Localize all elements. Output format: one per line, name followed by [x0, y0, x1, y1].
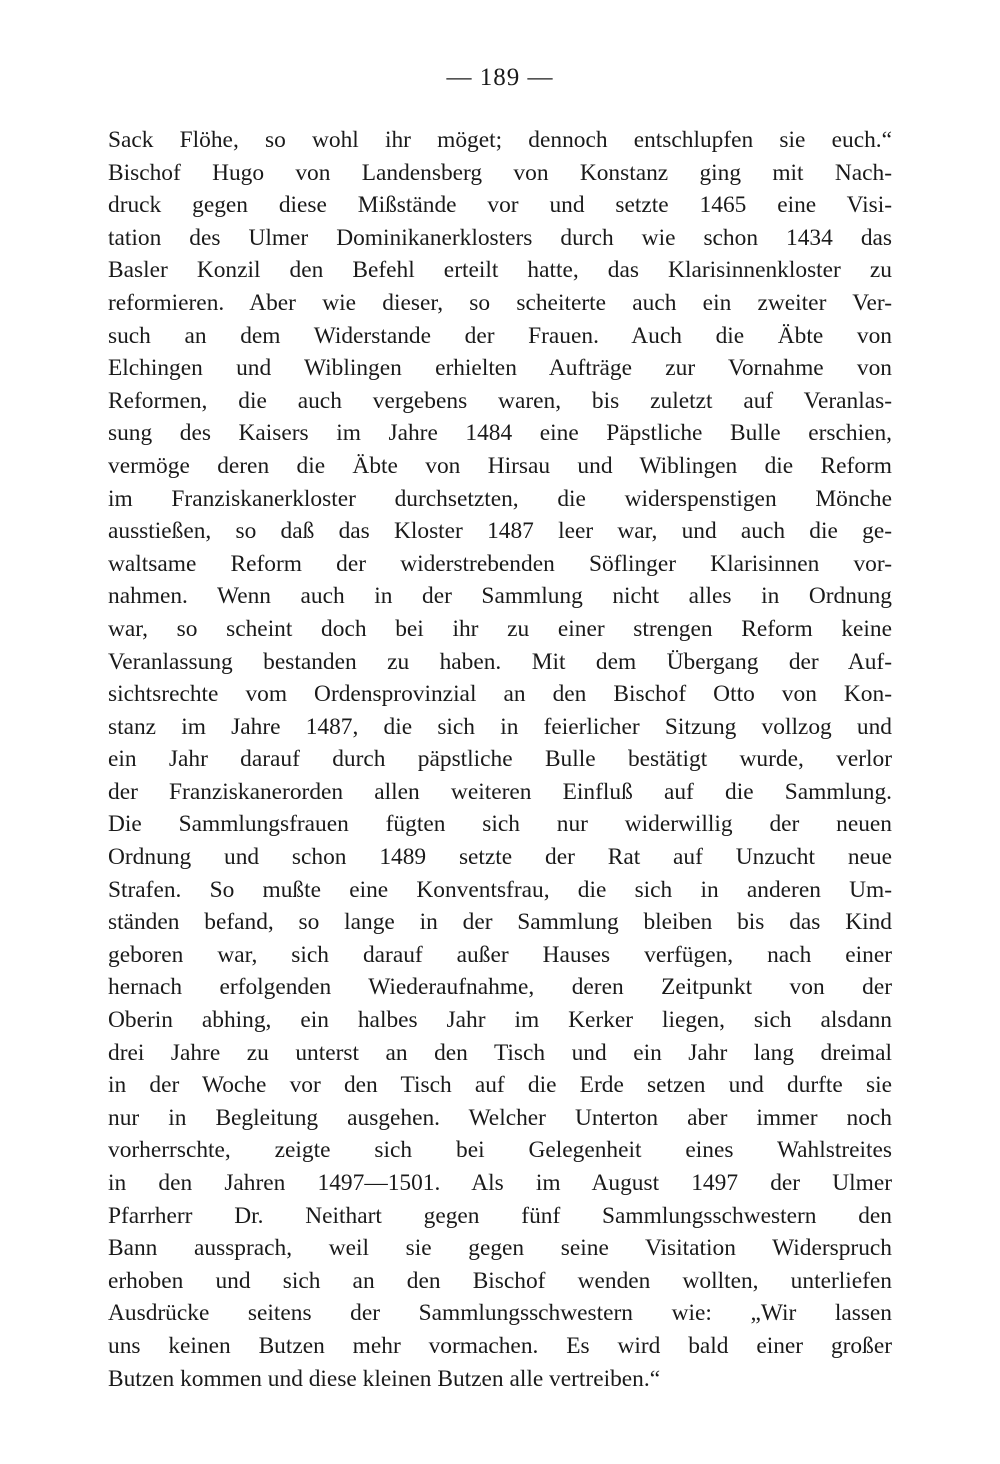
text-line: nur in Begleitung ausgehen. Welcher Unterton aber immer noch — [108, 1104, 892, 1131]
text-line: Bischof Hugo von Landensberg von Konstanz ging mit Nach- — [108, 159, 892, 186]
text-line: stanz im Jahre 1487, die sich in feierlicher Sitzung vollzog und — [108, 713, 892, 740]
text-line: ausstießen, so daß das Kloster 1487 leer war, und auch die ge- — [108, 518, 892, 545]
text-line: druck gegen diese Mißstände vor und setzte 1465 eine Visi- — [108, 192, 892, 219]
text-line: im Franziskanerkloster durchsetzten, die widerspenstigen Mönche — [108, 485, 892, 512]
text-line: Sack Flöhe, so wohl ihr möget; dennoch entschlupfen sie euch.“ — [108, 127, 892, 153]
text-line: ständen befand, so lange in der Sammlung bleiben bis das Kind — [108, 909, 892, 936]
text-line: Die Sammlungsfrauen fügten sich nur widerwillig der neuen — [108, 811, 892, 838]
text-line: Ausdrücke seitens der Sammlungsschwestern wie: „Wir lassen — [108, 1300, 892, 1327]
text-line: Veranlassung bestanden zu haben. Mit dem Übergang der Auf- — [108, 648, 892, 675]
text-line: such an dem Widerstande der Frauen. Auch die Äbte von — [108, 322, 892, 349]
text-line: Reformen, die auch vergebens waren, bis zuletzt auf Veranlas- — [108, 387, 892, 414]
text-line: vorherrschte, zeigte sich bei Gelegenheit eines Wahlstreites — [108, 1137, 892, 1164]
page-number: — 189 — — [446, 64, 554, 91]
text-line: uns keinen Butzen mehr vormachen. Es wird bald einer großer — [108, 1332, 892, 1359]
text-line: Bann aussprach, weil sie gegen seine Visitation Widerspruch — [108, 1235, 892, 1262]
text-line: sichtsrechte vom Ordensprovinzial an den Bischof Otto von Kon- — [108, 681, 892, 708]
text-line: Ordnung und schon 1489 setzte der Rat auf Unzucht neue — [108, 844, 892, 871]
text-line: Butzen kommen und diese kleinen Butzen alle vertreiben.“ — [108, 1365, 661, 1392]
text-line: drei Jahre zu unterst an den Tisch und ein Jahr lang dreimal — [108, 1039, 892, 1066]
text-line: Pfarrherr Dr. Neithart gegen fünf Sammlungsschwestern den — [108, 1202, 892, 1229]
text-line: ein Jahr darauf durch päpstliche Bulle bestätigt wurde, verlor — [108, 746, 892, 773]
body-paragraph — [108, 124, 892, 1395]
text-line: war, so scheint doch bei ihr zu einer strengen Reform keine — [108, 615, 892, 642]
text-line: waltsame Reform der widerstrebenden Söflinger Klarisinnen vor- — [108, 550, 892, 577]
text-line: geboren war, sich darauf außer Hauses verfügen, nach einer — [108, 941, 892, 968]
text-line: nahmen. Wenn auch in der Sammlung nicht alles in Ordnung — [108, 583, 892, 610]
text-line: der Franziskanerorden allen weiteren Einfluß auf die Sammlung. — [108, 778, 892, 805]
text-line: Elchingen und Wiblingen erhielten Aufträge zur Vornahme von — [108, 355, 892, 382]
text-line: sung des Kaisers im Jahre 1484 eine Päpstliche Bulle erschien, — [108, 420, 892, 447]
text-line: tation des Ulmer Dominikanerklosters durch wie schon 1434 das — [108, 224, 892, 251]
text-line: hernach erfolgenden Wiederaufnahme, deren Zeitpunkt von der — [108, 974, 892, 1001]
text-line: vermöge deren die Äbte von Hirsau und Wiblingen die Reform — [108, 452, 892, 479]
text-line: erhoben und sich an den Bischof wenden wollten, unterliefen — [108, 1267, 892, 1294]
text-line: Strafen. So mußte eine Konventsfrau, die sich in anderen Um- — [108, 876, 892, 903]
text-line: in der Woche vor den Tisch auf die Erde setzen und durfte sie — [108, 1072, 892, 1099]
text-line: Basler Konzil den Befehl erteilt hatte, das Klarisinnenkloster zu — [108, 257, 892, 284]
text-line: reformieren. Aber wie dieser, so scheiterte auch ein zweiter Ver- — [108, 289, 892, 316]
text-line: in den Jahren 1497—1501. Als im August 1497 der Ulmer — [108, 1170, 892, 1196]
text-line: Oberin abhing, ein halbes Jahr im Kerker liegen, sich alsdann — [108, 1007, 892, 1034]
